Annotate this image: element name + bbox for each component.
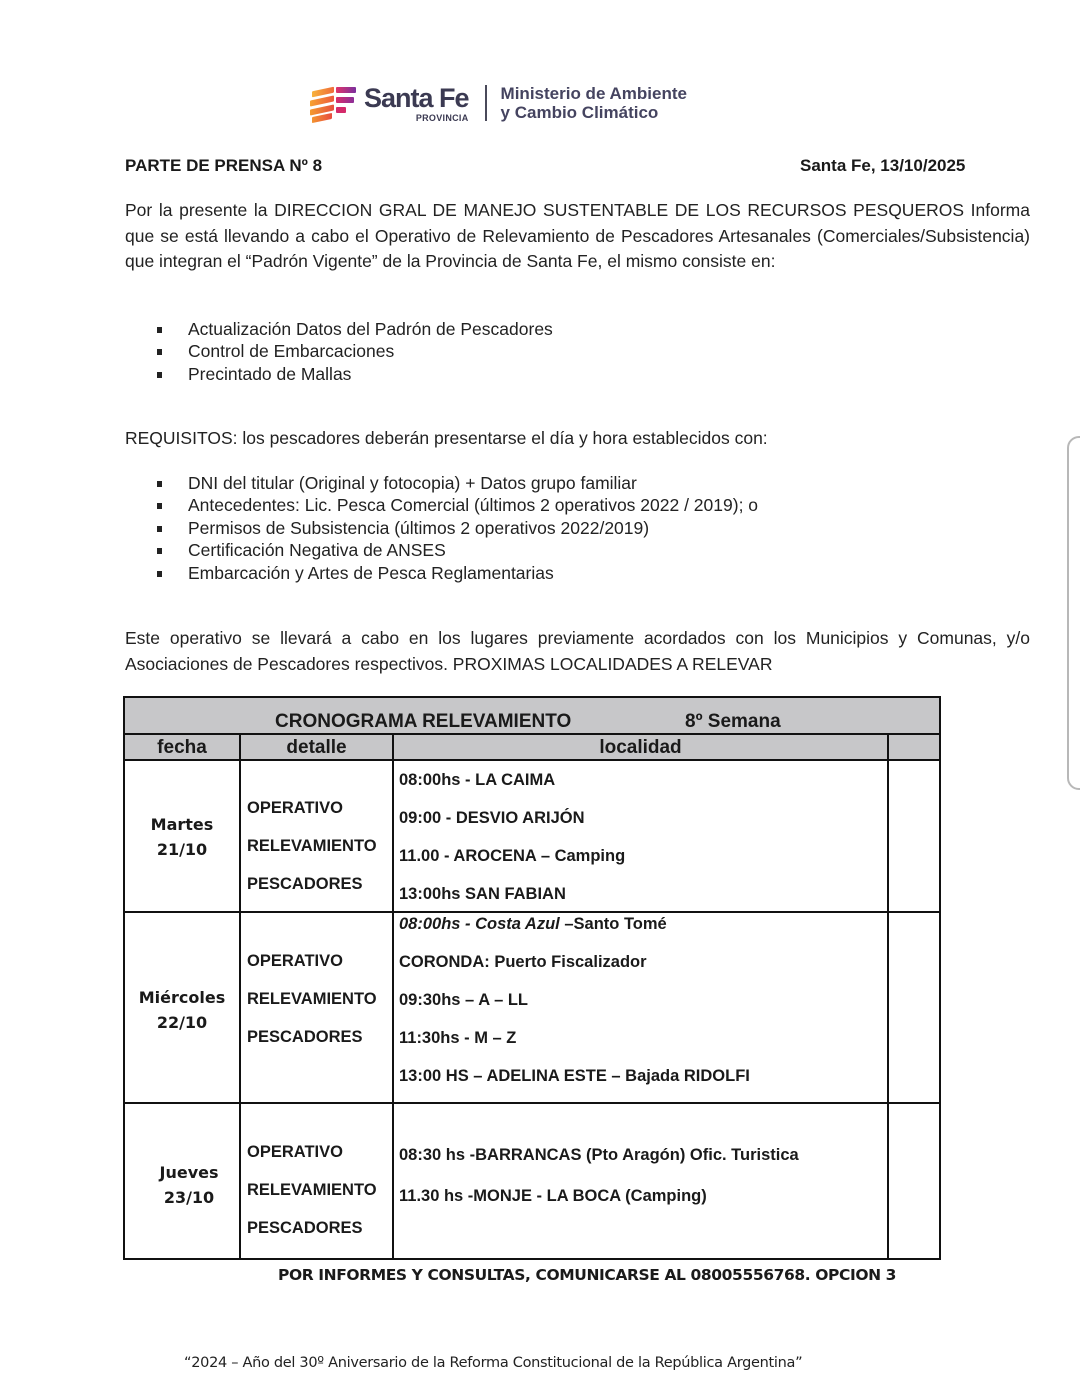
place-date: Santa Fe, 13/10/2025 xyxy=(800,156,966,175)
schedule-table xyxy=(123,696,941,1260)
list-item: Permisos de Subsistencia (últimos 2 operativos 2022/2019) xyxy=(155,517,758,539)
requirements-list xyxy=(155,472,758,584)
consists-list xyxy=(155,318,553,385)
detail-line: RELEVAMIENTO xyxy=(247,837,377,855)
detail-line: OPERATIVO xyxy=(247,952,343,970)
location-rest: –Santo Tomé xyxy=(559,915,667,933)
detail-line: OPERATIVO xyxy=(247,1143,343,1161)
location: 08:30 hs -BARRANCAS (Pto Aragón) Ofic. Turistica xyxy=(399,1146,799,1164)
location: 09:30hs – A – LL xyxy=(399,991,528,1009)
ministry-line1: Ministerio de Ambiente xyxy=(500,84,687,103)
divider xyxy=(125,759,939,761)
day: Martes xyxy=(150,815,214,834)
requirements-intro: REQUISITOS: los pescadores deberán presentarse el día y hora establecidos con: xyxy=(125,428,768,448)
year-motto: “2024 – Año del 30º Aniversario de la Reforma Constitucional de la República Argentina” xyxy=(184,1355,803,1371)
column-header-fecha: fecha xyxy=(157,737,207,758)
press-release-title: PARTE DE PRENSA Nº 8 xyxy=(125,156,323,175)
detail-line: PESCADORES xyxy=(247,1028,363,1046)
location: 09:00 - DESVIO ARIJÓN xyxy=(399,809,585,827)
date: 21/10 xyxy=(156,840,208,859)
list-item: Embarcación y Artes de Pesca Reglamentarias xyxy=(155,562,758,584)
date: 23/10 xyxy=(163,1188,215,1207)
location: 13:00 HS – ADELINA ESTE – Bajada RIDOLFI xyxy=(399,1067,750,1085)
detail-line: PESCADORES xyxy=(247,1219,363,1237)
schedule-title: CRONOGRAMA RELEVAMIENTO xyxy=(275,711,572,732)
table-row-detail xyxy=(247,798,377,912)
logo-divider xyxy=(485,85,487,121)
table-row-detail xyxy=(247,951,377,1065)
divider xyxy=(125,733,939,735)
list-item: Actualización Datos del Padrón de Pescadores xyxy=(155,318,553,340)
location: CORONDA: Puerto Fiscalizador xyxy=(399,953,647,971)
ministry-line2: y Cambio Climático xyxy=(500,103,659,122)
table-row-locations xyxy=(399,1145,799,1224)
list-item: DNI del titular (Original y fotocopia) + Datos grupo familiar xyxy=(155,472,758,494)
location-italic-part: 08:00hs - Costa Azul xyxy=(399,915,560,933)
column-header-localidad: localidad xyxy=(599,737,682,758)
detail-line: PESCADORES xyxy=(247,875,363,893)
table-row-date xyxy=(125,985,239,1035)
side-panel-handle[interactable] xyxy=(1067,436,1080,790)
location: 08:00hs - LA CAIMA xyxy=(399,771,556,789)
day: Jueves xyxy=(159,1163,219,1182)
date: 22/10 xyxy=(156,1013,208,1032)
list-item: Antecedentes: Lic. Pesca Comercial (últimos 2 operativos 2022 / 2019); o xyxy=(155,494,758,516)
location: 11.30 hs -MONJE - LA BOCA (Camping) xyxy=(399,1187,707,1205)
schedule-week: 8º Semana xyxy=(685,711,781,732)
santa-fe-flag-icon xyxy=(308,83,358,123)
divider xyxy=(392,733,394,1258)
location: 11:30hs - M – Z xyxy=(399,1029,517,1047)
column-header-detalle: detalle xyxy=(286,737,347,758)
closing-paragraph: Este operativo se llevará a cabo en los lugares previamente acordados con los Municipios y Comunas, y/o Asociaciones de Pescadores respectivos. PROXIMAS LOCALIDADES A RELEVAR xyxy=(125,628,1030,674)
logo-subtitle: PROVINCIA xyxy=(415,112,469,123)
day: Miércoles xyxy=(138,988,226,1007)
table-row-detail xyxy=(247,1142,377,1256)
table-row-date xyxy=(125,1160,253,1210)
list-item: Precintado de Mallas xyxy=(155,363,553,385)
table-row-locations xyxy=(399,770,625,922)
detail-line: RELEVAMIENTO xyxy=(247,990,377,1008)
location: 13:00hs SAN FABIAN xyxy=(399,885,566,903)
location: 11.00 - AROCENA – Camping xyxy=(399,847,626,865)
logo-name: Santa Fe xyxy=(364,82,469,113)
intro-paragraph: Por la presente la DIRECCION GRAL DE MANEJO SUSTENTABLE DE LOS RECURSOS PESQUEROS Informa que se está llevando a cabo el Operativo de Relevamiento de Pescadores Artesanales (Comerciales/Subsistencia) que integran el “Padrón Vigente” de la Provincia de Santa Fe, el mismo consiste en: xyxy=(125,200,1030,271)
detail-line: RELEVAMIENTO xyxy=(247,1181,377,1199)
santa-fe-logo xyxy=(308,80,687,126)
list-item: Control de Embarcaciones xyxy=(155,340,553,362)
list-item: Certificación Negativa de ANSES xyxy=(155,539,758,561)
table-row-date xyxy=(125,812,239,862)
contact-info: POR INFORMES Y CONSULTAS, COMUNICARSE AL 08005556768. OPCION 3 xyxy=(278,1266,897,1284)
table-row-locations xyxy=(399,914,750,1104)
location xyxy=(399,914,750,952)
detail-line: OPERATIVO xyxy=(247,799,343,817)
divider xyxy=(887,733,889,1258)
